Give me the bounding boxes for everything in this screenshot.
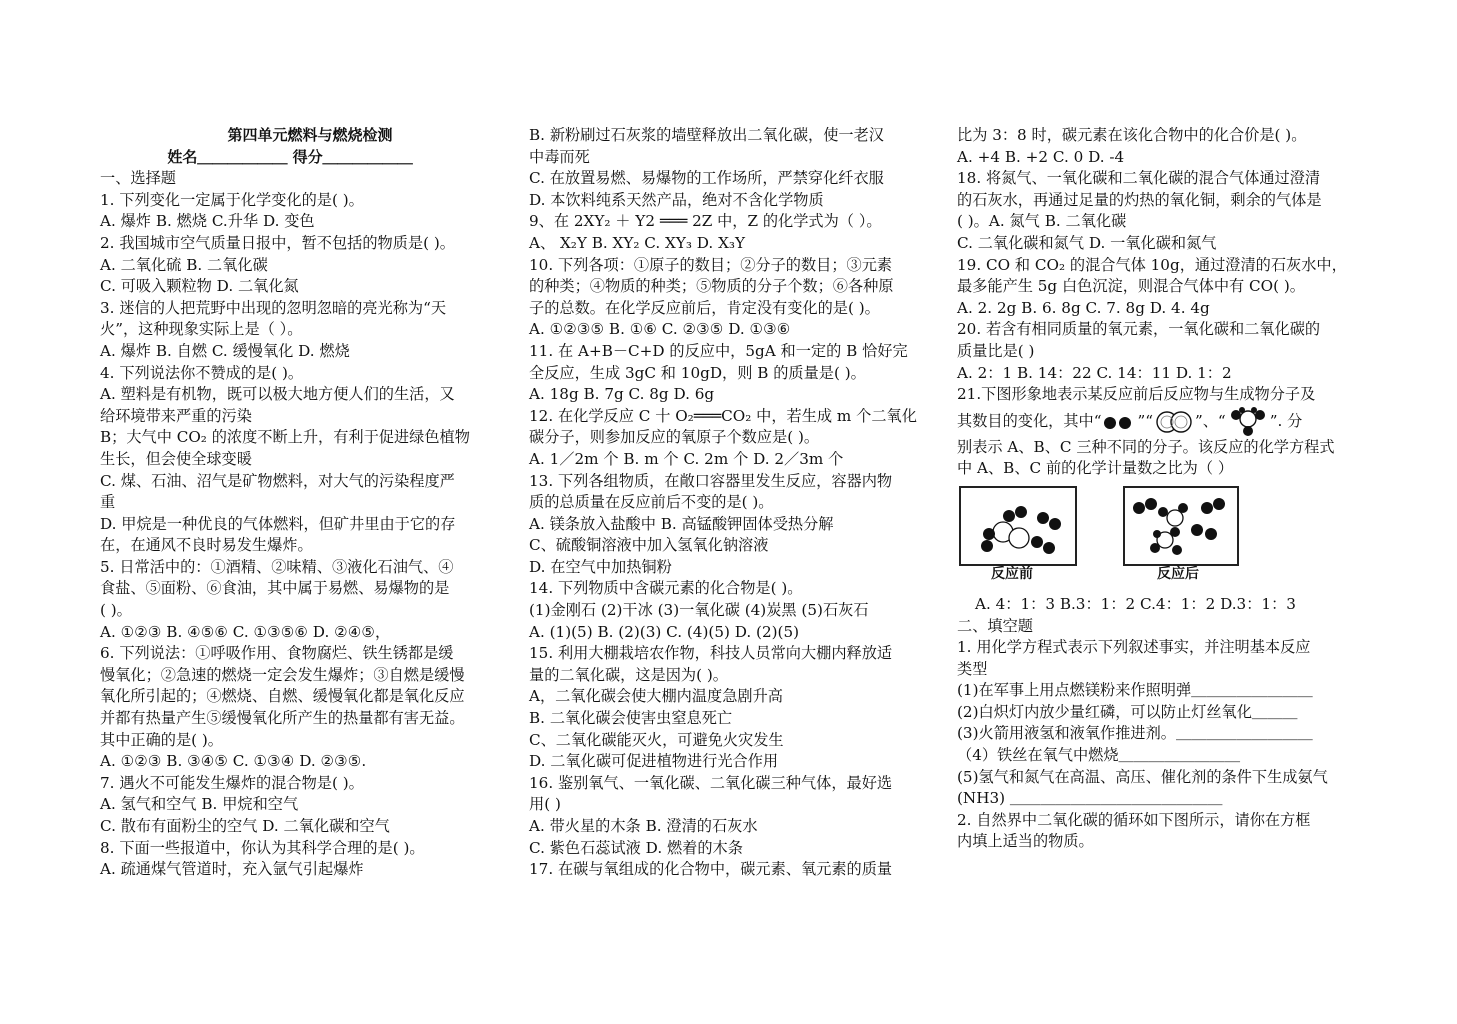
text-line: A. 1／2m 个 B. m 个 C. 2m 个 D. 2／3m 个 [529, 449, 844, 468]
text-line: 中毒而死 [529, 147, 590, 166]
text-line: 比为 3：8 时，碳元素在该化合物中的化合价是( )。 [957, 126, 1307, 144]
text-line: 内填上适当的物质。 [957, 832, 1094, 851]
caption-before: 反应前 [991, 565, 1033, 582]
text-line: A. ①②③ B. ③④⑤ C. ①③④ D. ②③⑤. [100, 752, 367, 771]
q21-text-d: ”. 分 [1269, 411, 1303, 430]
text-line: 19. CO 和 CO₂ 的混合气体 10g，通过澄清的石灰水中， [957, 255, 1347, 274]
text-line: A. 塑料是有机物，既可以极大地方便人们的生活，又 [100, 385, 455, 404]
text-line: A. +4 B. +2 C. 0 D. -4 [957, 147, 1125, 166]
text-line: A. ①②③⑤ B. ①⑥ C. ②③⑤ D. ①③⑥ [529, 320, 791, 339]
text-line: C. 煤、石油、沼气是矿物燃料，对大气的污染程度严 [100, 471, 455, 490]
text-line: A. 2：1 B. 14：22 C. 14：11 D. 1：2 [957, 363, 1232, 382]
text-line: ( )。 [100, 601, 132, 620]
text-line: (3)火箭用液氢和液氧作推进剂。＿＿＿＿＿＿＿＿＿ [957, 724, 1313, 743]
text-line: A. ①②③ B. ④⑤⑥ C. ①③⑤⑥ D. ②④⑤， [100, 622, 391, 641]
column-1-text [100, 168, 520, 881]
caption-after: 反应后 [1157, 565, 1199, 582]
text-line: A. 二氧化硫 B. 二氧化碳 [100, 255, 268, 274]
text-line: (NH3) ＿＿＿＿＿＿＿＿＿＿＿＿＿＿ [957, 789, 1223, 808]
text-line: 13. 下列各组物质，在敞口容器里发生反应，容器内物 [529, 471, 893, 490]
q21-line-3: 中 A、B、C 前的化学计量数之比为（ ） [957, 459, 1234, 478]
text-line: A. 疏通煤气管道时，充入氩气引起爆炸 [100, 860, 364, 879]
text-line: 14. 下列物质中含碳元素的化合物是( )。 [529, 579, 803, 598]
text-line: A. 爆炸 B. 自燃 C. 缓慢氧化 D. 燃烧 [100, 341, 350, 360]
column-3-text-top [957, 125, 1357, 406]
text-line: (5)氢气和氮气在高温、高压、催化剂的条件下生成氨气 [957, 767, 1328, 786]
text-line: 食盐、⑤面粉、⑥食油，其中属于易燃、易爆物的是 [100, 579, 450, 598]
text-line: (1)金刚石 (2)干冰 (3)一氧化碳 (4)炭黑 (5)石灰石 [529, 601, 869, 620]
text-line: C. 二氧化碳和氮气 D. 一氧化碳和氮气 [957, 233, 1217, 252]
text-line: A. 爆炸 B. 燃烧 C.升华 D. 变色 [100, 212, 315, 231]
text-line: C. 紫色石蕊试液 D. 燃着的木条 [529, 838, 743, 857]
text-line: 生长，但会使全球变暖 [100, 449, 252, 468]
text-line: 氧化所引起的；④燃烧、自燃、缓慢氧化都是氧化反应 [100, 687, 465, 706]
text-line: 其中正确的是( )。 [100, 730, 223, 749]
text-line: 10. 下列各项：①原子的数目；②分子的数目；③元素 [529, 255, 893, 274]
text-line: 4. 下列说法你不赞成的是( )。 [100, 363, 304, 382]
text-line: 质的总质量在反应前后不变的是( )。 [529, 493, 774, 512]
molecule-a-icon [1101, 412, 1137, 432]
text-line: 7. 遇火不可能发生爆炸的混合物是( )。 [100, 773, 364, 792]
text-line: 子的总数。在化学反应前后，肯定没有变化的是( )。 [529, 298, 880, 317]
text-line: 二、填空题 [957, 616, 1033, 635]
q21-options: A. 4：1：3 B.3：1：2 C.4：1：2 D.3：1：3 [975, 594, 1296, 613]
molecule-b-icon [1153, 409, 1195, 435]
before-molecules [961, 488, 1075, 564]
column-2 [529, 125, 949, 881]
text-line: B. 新粉刷过石灰浆的墙壁释放出二氧化碳，使一老汉 [529, 126, 884, 144]
column-1 [100, 125, 520, 881]
q21-text-b: ”“ [1137, 411, 1153, 430]
text-line: 20. 若含有相同质量的氧元素，一氧化碳和二氧化碳的 [957, 320, 1321, 339]
text-line: 并都有热量产生⑤缓慢氧化所产生的热量都有害无益。 [100, 709, 465, 728]
q21-text-c: ”、“ [1194, 411, 1226, 430]
column-3-text-bottom [957, 616, 1357, 854]
reaction-figure [957, 484, 1357, 592]
name-score-line: 姓名＿＿＿＿＿＿ 得分＿＿＿＿＿＿ [167, 147, 413, 166]
text-line: 12. 在化学反应 C 十 O₂═══CO₂ 中，若生成 m 个二氧化 [529, 406, 917, 425]
text-line: D. 在空气中加热铜粉 [529, 557, 672, 576]
text-line: A. 氢气和空气 B. 甲烷和空气 [100, 795, 299, 814]
q21-text-a: 其数目的变化，其中“ [957, 411, 1102, 430]
text-line: 用( ) [529, 795, 561, 814]
text-line: （4）铁丝在氧气中燃烧＿＿＿＿＿＿＿＿ [957, 746, 1241, 765]
text-line: A. (1)(5) B. (2)(3) C. (4)(5) D. (2)(5) [529, 622, 800, 641]
text-line: D. 甲烷是一种优良的气体燃料，但矿井里由于它的存 [100, 514, 456, 533]
text-line: (1)在军事上用点燃镁粉来作照明弹＿＿＿＿＿＿＿＿ [957, 681, 1313, 700]
text-line: 碳分子，则参加反应的氧原子个数应是( )。 [529, 428, 820, 447]
text-line: 质量比是( ) [957, 341, 1035, 360]
text-line: 1. 用化学方程式表示下列叙述事实，并注明基本反应 [957, 638, 1311, 657]
column-3 [957, 125, 1357, 853]
text-line: 2. 自然界中二氧化碳的循环如下图所示，请你在方框 [957, 810, 1311, 829]
text-line: C、硫酸铜溶液中加入氢氧化钠溶液 [529, 536, 769, 555]
text-line: 类型 [957, 659, 988, 678]
before-box [959, 486, 1077, 566]
text-line: 一、选择题 [100, 169, 176, 188]
text-line: B. 二氧化碳会使害虫窒息死亡 [529, 709, 733, 728]
text-line: 量的二氧化碳，这是因为( )。 [529, 665, 728, 684]
text-line: 8. 下面一些报道中，你认为其科学合理的是( )。 [100, 838, 425, 857]
text-line: 火”，这种现象实际上是（ ）。 [100, 320, 303, 339]
text-line: B；大气中 CO₂ 的浓度不断上升，有利于促进绿色植物 [100, 428, 470, 447]
text-line: C. 散布有面粉尘的空气 D. 二氧化碳和空气 [100, 817, 390, 835]
text-line: 慢氧化；②急速的燃烧一定会发生爆炸；③自燃是缓慢 [100, 665, 465, 684]
after-box [1123, 486, 1239, 566]
q21-line-2: 别表示 A、B、C 三种不同的分子。该反应的化学方程式 [957, 437, 1335, 456]
text-line: 11. 在 A+B－C+D 的反应中，5gA 和一定的 B 恰好完 [529, 341, 908, 360]
after-molecules [1125, 488, 1237, 564]
text-line: 重 [100, 493, 116, 512]
text-line: 1. 下列变化一定属于化学变化的是( )。 [100, 190, 364, 209]
text-line: C. 可吸入颗粒物 D. 二氧化氮 [100, 277, 299, 296]
page-title: 第四单元燃料与燃烧检测 [227, 126, 393, 144]
text-line: 的石灰水，再通过足量的灼热的氧化铜，剩余的气体是 [957, 190, 1322, 209]
text-line: 6. 下列说法：①呼吸作用、食物腐烂、铁生锈都是缓 [100, 644, 454, 663]
text-line: 在，在通风不良时易发生爆炸。 [100, 536, 313, 555]
text-line: 最多能产生 5g 白色沉淀，则混合气体中有 CO( )。 [957, 277, 1305, 296]
text-line: A. 2. 2g B. 6. 8g C. 7. 8g D. 4. 4g [957, 298, 1210, 317]
text-line: 5. 日常活中的：①酒精、②味精、③液化石油气、④ [100, 557, 454, 576]
q21-legend-line [957, 406, 1357, 437]
text-line: 的种类；④物质的种类；⑤物质的分子个数；⑥各种原 [529, 277, 894, 296]
text-line: ( )。A. 氮气 B. 二氧化碳 [957, 212, 1127, 231]
molecule-c-icon [1226, 407, 1270, 437]
column-2-text [529, 125, 949, 881]
text-line: 18. 将氮气、一氧化碳和二氧化碳的混合气体通过澄清 [957, 169, 1321, 188]
text-line: D. 二氧化碳可促进植物进行光合作用 [529, 752, 779, 771]
text-line: 15. 利用大棚栽培农作物，科技人员常向大棚内释放适 [529, 644, 893, 663]
text-line: D. 本饮料纯系天然产品，绝对不含化学物质 [529, 190, 824, 209]
text-line: 2. 我国城市空气质量日报中，暂不包括的物质是( )。 [100, 233, 455, 252]
text-line: 给环境带来严重的污染 [100, 406, 252, 425]
text-line: (2)白炽灯内放少量红磷，可以防止灯丝氧化＿＿＿ [957, 702, 1298, 721]
text-line: 全反应，生成 3gC 和 10gD，则 B 的质量是( )。 [529, 363, 866, 382]
text-line: A. 18g B. 7g C. 8g D. 6g [529, 385, 715, 404]
text-line: A，二氧化碳会使大棚内温度急剧升高 [529, 687, 783, 706]
text-line: C. 在放置易燃、易爆物的工作场所，严禁穿化纤衣服 [529, 169, 884, 188]
text-line: 9、在 2XY₂ ＋ Y2 ═══ 2Z 中，Z 的化学式为（ ）。 [529, 212, 882, 231]
text-line: A. 带火星的木条 B. 澄清的石灰水 [529, 817, 758, 835]
text-line: A. 镁条放入盐酸中 B. 高锰酸钾固体受热分解 [529, 514, 834, 533]
text-line: 3. 迷信的人把荒野中出现的忽明忽暗的亮光称为“天 [100, 298, 447, 317]
text-line: 21.下图形象地表示某反应前后反应物与生成物分子及 [957, 385, 1316, 404]
text-line: 17. 在碳与氧组成的化合物中，碳元素、氧元素的质量 [529, 860, 893, 879]
text-line: 16. 鉴别氧气、一氧化碳、二氧化碳三种气体，最好选 [529, 773, 893, 792]
text-line: C、二氧化碳能灭火，可避免火灾发生 [529, 730, 784, 749]
text-line: A、 X₂Y B. XY₂ C. XY₃ D. X₃Y [529, 233, 746, 252]
